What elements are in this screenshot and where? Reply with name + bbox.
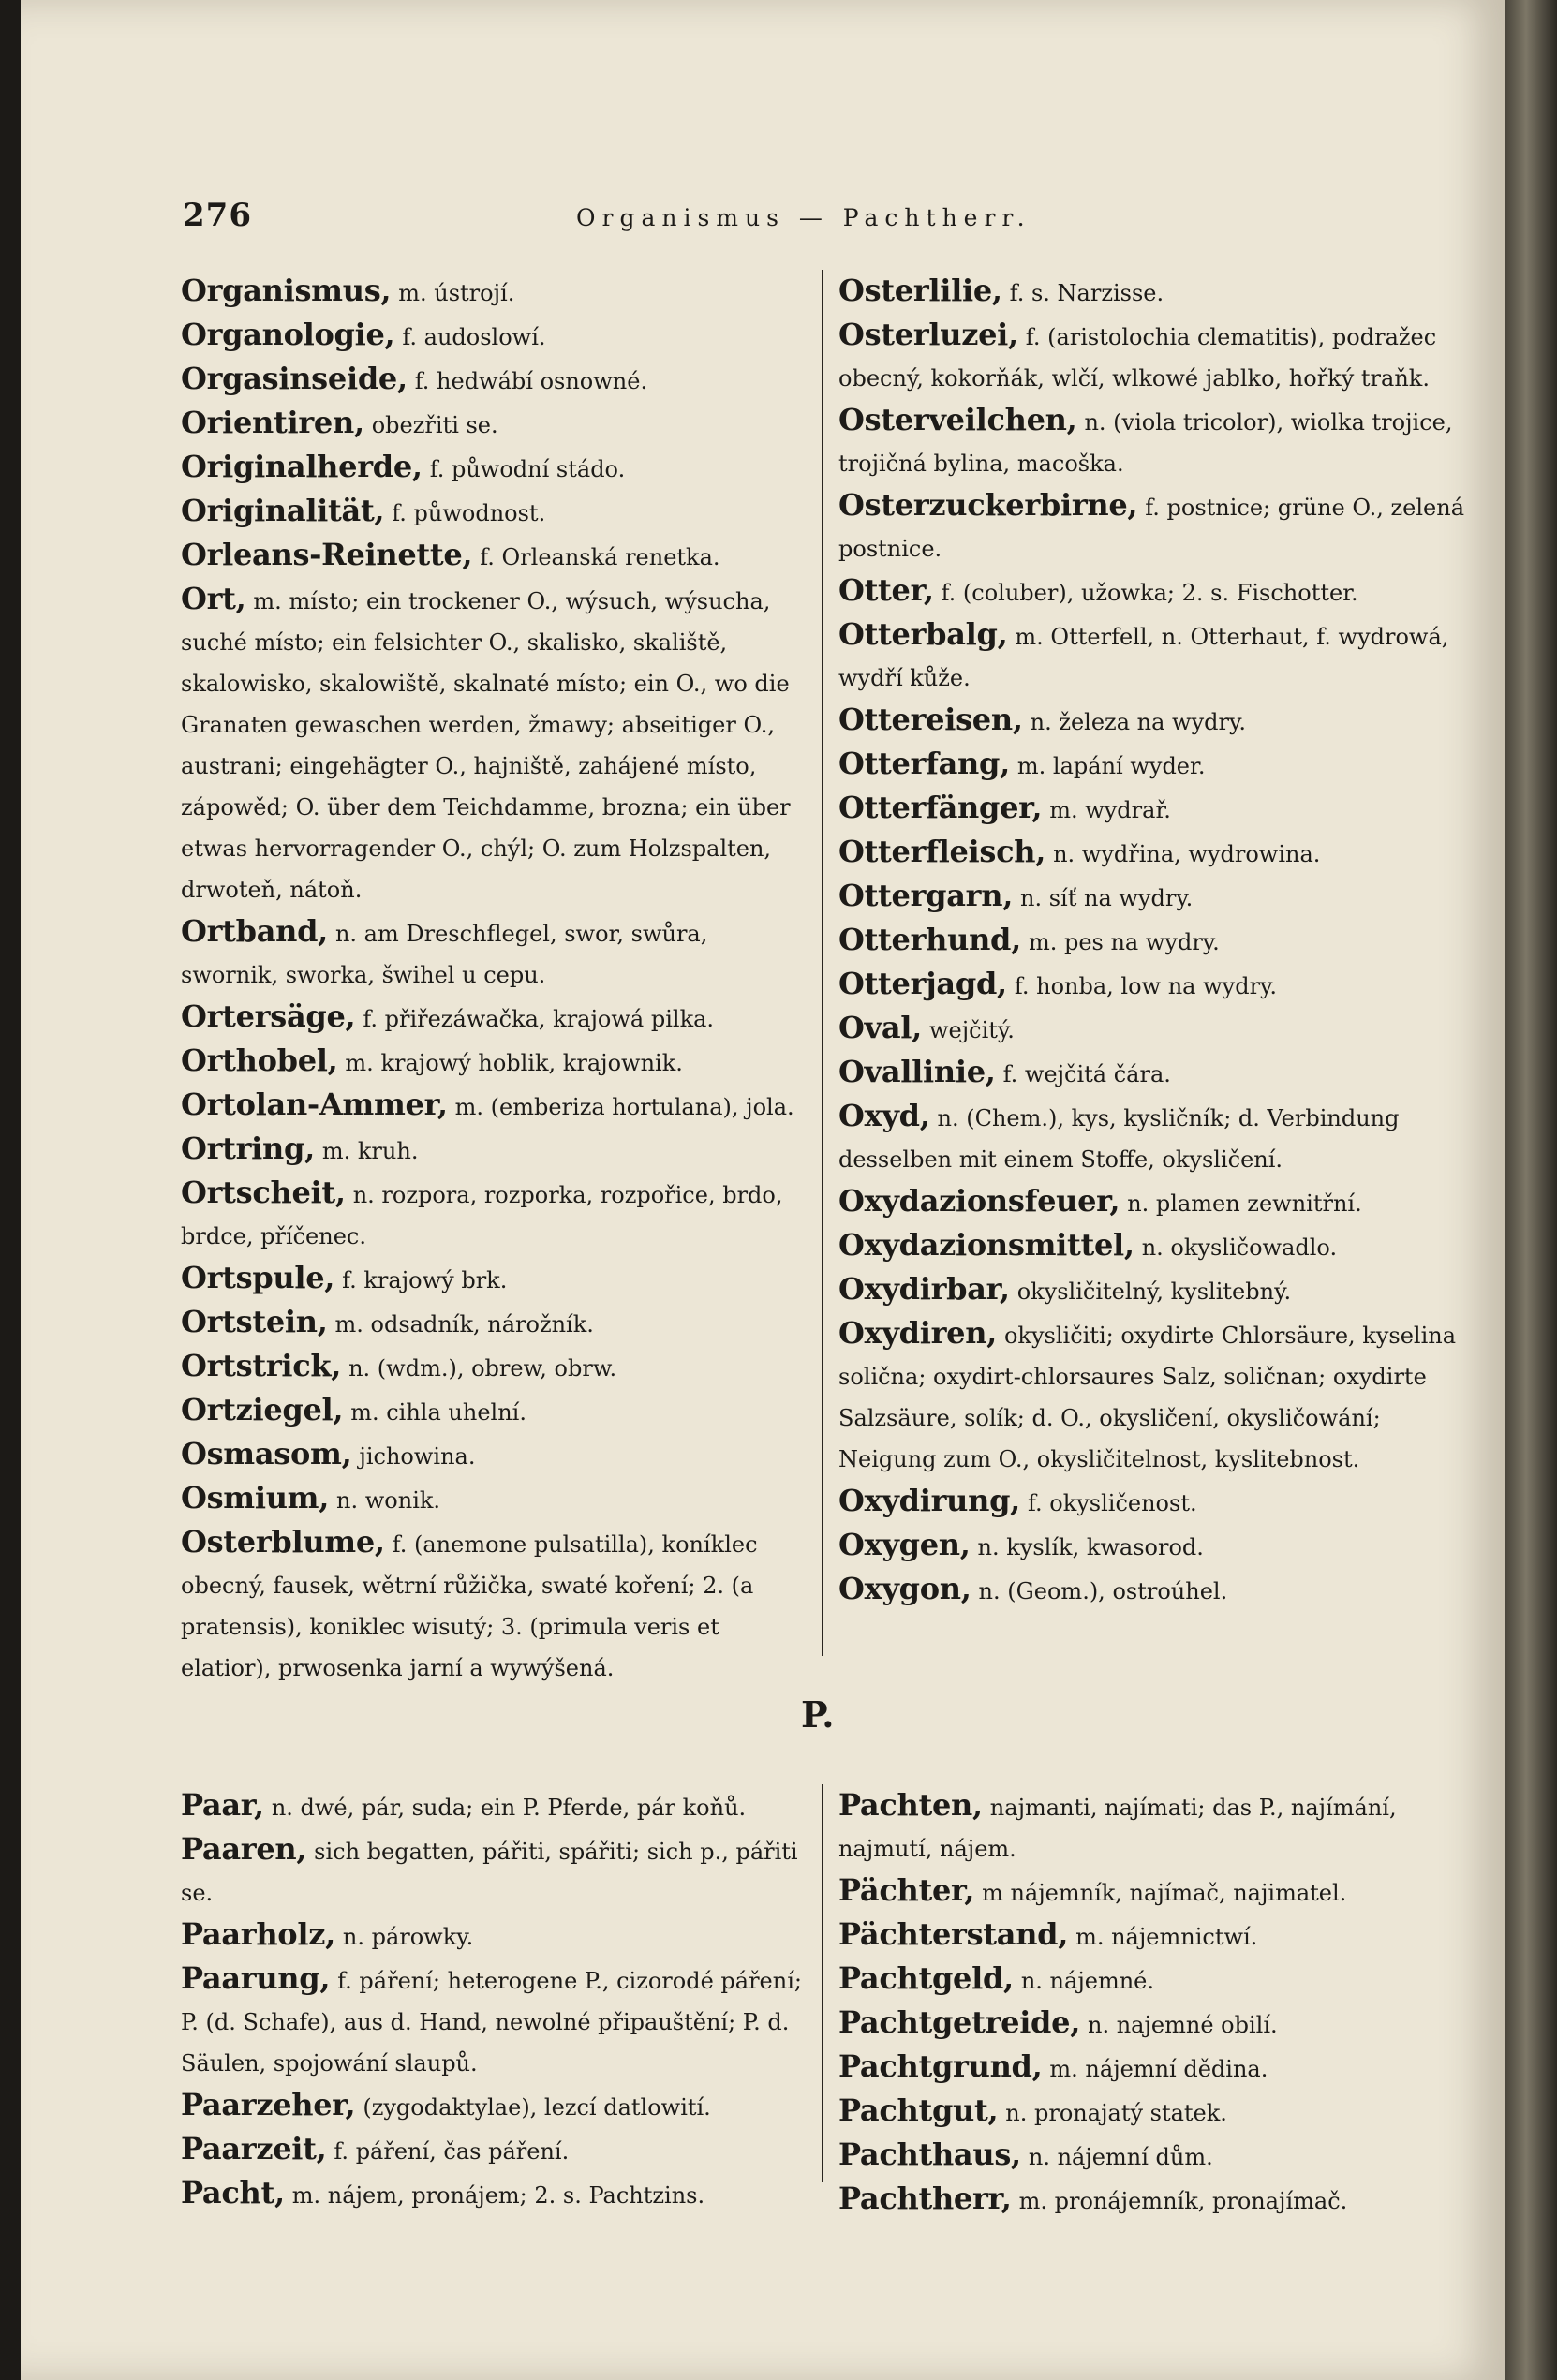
dictionary-entry	[838, 919, 1466, 963]
dictionary-entry	[838, 1224, 1466, 1268]
left-column-p	[181, 1784, 808, 2216]
page-edge	[1505, 0, 1557, 2380]
entry-headword: Ortstrick,	[181, 1348, 342, 1383]
dictionary-entry	[838, 1480, 1466, 1524]
dictionary-entry	[181, 2084, 808, 2128]
right-column-p	[838, 1784, 1466, 2222]
entry-headword: Ovallinie,	[838, 1054, 996, 1089]
entry-headword: Osterluzei,	[838, 317, 1018, 352]
dictionary-entry	[838, 1007, 1466, 1051]
dictionary-entry	[838, 613, 1466, 699]
entry-headword: Osterlilie,	[838, 273, 1002, 308]
entry-definition: f. půwodnost.	[392, 500, 546, 526]
dictionary-entry	[838, 270, 1466, 314]
entry-definition: f. krajowý brk.	[342, 1267, 508, 1293]
dictionary-entry	[181, 1828, 808, 1914]
entry-headword: Oxydirbar,	[838, 1271, 1010, 1307]
entry-headword: Orleans-Reinette,	[181, 537, 473, 572]
dictionary-entry	[181, 1257, 808, 1301]
entry-headword: Pachtgrund,	[838, 2048, 1043, 2084]
entry-headword: Pacht,	[181, 2175, 285, 2210]
dictionary-entry	[838, 787, 1466, 831]
entry-definition: m. cihla uhelní.	[350, 1399, 526, 1426]
entry-headword: Ortspule,	[181, 1260, 335, 1295]
entry-headword: Oxyd,	[838, 1098, 930, 1133]
entry-definition: n. dwé, pár, suda; ein P. Pferde, pár koňů.	[271, 1795, 747, 1821]
entry-definition: m. odsadník, nárožník.	[334, 1311, 594, 1338]
entry-definition: m nájemník, najímač, najimatel.	[982, 1880, 1347, 1906]
dictionary-entry	[838, 963, 1466, 1007]
entry-headword: Pächterstand,	[838, 1916, 1069, 1952]
dictionary-entry	[838, 1095, 1466, 1180]
entry-definition: n. wydřina, wydrowina.	[1053, 841, 1321, 867]
dictionary-entry	[838, 2046, 1466, 2090]
entry-definition: f. postnice; grüne O., zelená postnice.	[838, 495, 1464, 562]
dictionary-entry	[181, 578, 808, 910]
entry-definition: n. (viola tricolor), wiolka trojice, trojičná bylina, macoška.	[838, 409, 1453, 477]
entry-headword: Paaren,	[181, 1831, 307, 1867]
entry-definition: m. nájemnictwí.	[1075, 1924, 1258, 1950]
entry-headword: Ortscheit,	[181, 1175, 346, 1210]
entry-definition: f. okysličenost.	[1027, 1490, 1197, 1516]
entry-definition: n. kyslík, kwasorod.	[977, 1534, 1204, 1560]
entry-headword: Pachten,	[838, 1787, 983, 1823]
dictionary-entry	[181, 402, 808, 446]
dictionary-entry	[838, 1051, 1466, 1095]
entry-definition: n. (Chem.), kys, kysličník; d. Verbindung desselben mit einem Stoffe, okysličení.	[838, 1105, 1400, 1173]
entry-definition: wejčitý.	[928, 1017, 1015, 1043]
entry-headword: Oval,	[838, 1010, 923, 1045]
dictionary-entry	[838, 314, 1466, 399]
entry-definition: n. plamen zewnitřní.	[1127, 1190, 1362, 1217]
entry-definition: m. pronájemník, pronajímač.	[1018, 2188, 1348, 2214]
entry-headword: Ortring,	[181, 1131, 315, 1166]
entry-definition: f. páření, čas páření.	[334, 2138, 570, 2165]
dictionary-entry	[838, 1870, 1466, 1914]
entry-definition: m. nájem, pronájem; 2. s. Pachtzins.	[291, 2182, 705, 2209]
entry-headword: Paarzeher,	[181, 2087, 356, 2122]
page-number: 276	[183, 197, 252, 234]
dictionary-entry	[181, 2172, 808, 2216]
dictionary-entry	[838, 1958, 1466, 2002]
entry-headword: Originalität,	[181, 493, 385, 528]
entry-definition: f. audoslowí.	[402, 324, 546, 350]
left-column	[181, 270, 808, 1689]
dictionary-entry	[181, 996, 808, 1040]
entry-headword: Osterveilchen,	[838, 402, 1077, 437]
column-divider	[822, 270, 823, 1656]
entry-headword: Oxydazionsfeuer,	[838, 1183, 1120, 1219]
dictionary-entry	[181, 314, 808, 358]
entry-headword: Ort,	[181, 581, 246, 616]
dictionary-entry	[181, 1784, 808, 1828]
section-letter: P.	[801, 1693, 835, 1736]
entry-definition: m. wydrař.	[1049, 797, 1171, 823]
entry-headword: Osterblume,	[181, 1524, 385, 1560]
dictionary-entry	[181, 1477, 808, 1521]
dictionary-entry	[181, 1301, 808, 1345]
running-head: Organismus — Pachtherr.	[576, 204, 1031, 231]
entry-definition: n. najemné obilí.	[1088, 2012, 1278, 2038]
page-header	[183, 197, 1120, 244]
dictionary-entry	[838, 831, 1466, 875]
dictionary-entry	[181, 1040, 808, 1084]
dictionary-entry	[181, 534, 808, 578]
dictionary-entry	[838, 1568, 1466, 1612]
entry-definition: (zygodaktylae), lezcí datlowití.	[363, 2094, 711, 2121]
dictionary-entry	[181, 2128, 808, 2172]
entry-definition: n. pronajatý statek.	[1005, 2100, 1227, 2126]
entry-headword: Orgasinseide,	[181, 361, 408, 396]
entry-definition: n. wonik.	[336, 1487, 441, 1514]
dictionary-entry	[181, 1914, 808, 1958]
dictionary-entry	[181, 270, 808, 314]
entry-definition: n. okysličowadlo.	[1141, 1234, 1338, 1261]
entry-headword: Otterbalg,	[838, 616, 1008, 652]
entry-definition: n. rozpora, rozporka, rozpořice, brdo, brdce, příčenec.	[181, 1182, 783, 1249]
entry-definition: m. pes na wydry.	[1028, 929, 1220, 955]
dictionary-entry	[181, 910, 808, 996]
dictionary-entry	[181, 1433, 808, 1477]
entry-headword: Orthobel,	[181, 1042, 338, 1078]
dictionary-entry	[181, 1521, 808, 1689]
entry-definition: f. (aristolochia clematitis), podražec obecný, kokorňák, wlčí, wlkowé jablko, hořký traňk.	[838, 324, 1437, 392]
dictionary-entry	[838, 1268, 1466, 1312]
entry-definition: sich begatten, pářiti, spářiti; sich p., pářiti se.	[181, 1839, 798, 1906]
entry-headword: Pachtherr,	[838, 2180, 1012, 2216]
entry-headword: Ortersäge,	[181, 998, 356, 1034]
entry-definition: f. půwodní stádo.	[429, 456, 626, 482]
entry-definition: okysličiti; oxydirte Chlorsäure, kyselina solična; oxydirt-chlorsaures Salz, soličnan; oxydirte Salzsäure, solík; d. O., okysličení, okysličowání; Neigung zum O., okysličitelnost, kyslitebnost.	[838, 1323, 1457, 1472]
dictionary-entry	[181, 1345, 808, 1389]
entry-definition: n. nájemné.	[1020, 1968, 1155, 1994]
entry-headword: Oxydiren,	[838, 1315, 998, 1351]
entry-definition: f. s. Narzisse.	[1009, 280, 1164, 306]
entry-headword: Orientiren,	[181, 405, 364, 440]
entry-headword: Ortband,	[181, 913, 329, 949]
entry-definition: f. (anemone pulsatilla), koníklec obecný, fausek, wětrní růžička, swaté koření; 2. (a pratensis), koniklec wisutý; 3. (primula veris et elatior), prwosenka jarní a wywýšená.	[181, 1531, 758, 1681]
entry-definition: okysličitelný, kyslitebný.	[1016, 1279, 1292, 1305]
entry-definition: n. nájemní dům.	[1028, 2144, 1213, 2170]
dictionary-entry	[838, 1524, 1466, 1568]
right-column	[838, 270, 1466, 1612]
entry-headword: Otterfleisch,	[838, 834, 1046, 869]
entry-definition: m. Otterfell, n. Otterhaut, f. wydrowá, wydří kůže.	[838, 624, 1449, 691]
entry-definition: f. wejčitá čára.	[1002, 1061, 1171, 1087]
entry-headword: Pachtgut,	[838, 2092, 999, 2128]
entry-headword: Paarung,	[181, 1960, 331, 1996]
entry-definition: m. lapání wyder.	[1016, 753, 1206, 779]
entry-definition: m. místo; ein trockener O., wýsuch, wýsucha, suché místo; ein felsichter O., skalisko, skaliště, skalowisko, skalowiště, skalnaté místo; ein O., wo die Granaten gewaschen werden, žmawy; abseitiger O., austrani; eingehägter O., hajniště, zahájené místo, zápowěd; O. über dem Teichdamme, brozna; ein über etwas hervorragender O., chýl; O. zum Holzspalten, drwoteň, nátoň.	[181, 588, 791, 903]
entry-headword: Oxygen,	[838, 1527, 971, 1562]
entry-headword: Oxydirung,	[838, 1483, 1020, 1518]
entry-definition: f. (coluber), užowka; 2. s. Fischotter.	[941, 580, 1358, 606]
dictionary-entry	[181, 490, 808, 534]
entry-headword: Otterfang,	[838, 746, 1010, 781]
entry-definition: m. nájemní dědina.	[1049, 2056, 1268, 2082]
entry-definition: f. hedwábí osnowné.	[414, 368, 648, 394]
dictionary-entry	[838, 743, 1466, 787]
column-divider-p	[822, 1784, 823, 2182]
dictionary-entry	[838, 1784, 1466, 1870]
entry-headword: Pachthaus,	[838, 2136, 1021, 2172]
entry-headword: Paarzeit,	[181, 2131, 327, 2166]
entry-headword: Pächter,	[838, 1872, 975, 1908]
entry-headword: Otterjagd,	[838, 966, 1007, 1001]
entry-headword: Pachtgeld,	[838, 1960, 1014, 1996]
entry-definition: f. páření; heterogene P., cizorodé páření; P. (d. Schafe), aus d. Hand, newolné připauštění; P. d. Säulen, spojowání slaupů.	[181, 1968, 802, 2077]
dictionary-entry	[181, 446, 808, 490]
dictionary-entry	[838, 699, 1466, 743]
dictionary-entry	[181, 1084, 808, 1128]
dictionary-entry	[838, 569, 1466, 613]
entry-definition: m. (emberiza hortulana), jola.	[454, 1094, 794, 1120]
dictionary-entry	[838, 2090, 1466, 2134]
entry-headword: Ortziegel,	[181, 1392, 344, 1427]
entry-definition: n. párowky.	[342, 1924, 474, 1950]
entry-definition: jichowina.	[359, 1443, 476, 1470]
dictionary-entry	[838, 1180, 1466, 1224]
entry-headword: Ortolan-Ammer,	[181, 1087, 448, 1122]
entry-headword: Ottereisen,	[838, 702, 1023, 737]
entry-headword: Osterzuckerbirne,	[838, 487, 1138, 523]
entry-definition: f. Orleanská renetka.	[480, 544, 720, 570]
entry-headword: Oxygon,	[838, 1571, 971, 1606]
entry-definition: m. krajowý hoblik, krajownik.	[345, 1050, 683, 1076]
entry-headword: Ortstein,	[181, 1304, 328, 1339]
dictionary-entry	[838, 875, 1466, 919]
entry-definition: m. kruh.	[321, 1138, 419, 1164]
entry-headword: Organologie,	[181, 317, 395, 352]
dictionary-entry	[181, 1958, 808, 2084]
entry-headword: Paarholz,	[181, 1916, 335, 1952]
entry-definition: n. (Geom.), ostroúhel.	[978, 1578, 1228, 1604]
entry-headword: Pachtgetreide,	[838, 2004, 1081, 2040]
entry-definition: n. (wdm.), obrew, obrw.	[348, 1355, 617, 1382]
entry-definition: n. železa na wydry.	[1030, 709, 1246, 735]
entry-headword: Osmasom,	[181, 1436, 352, 1471]
dictionary-entry	[181, 358, 808, 402]
entry-definition: obezřiti se.	[371, 412, 498, 438]
dictionary-entry	[181, 1128, 808, 1172]
entry-headword: Otter,	[838, 572, 934, 608]
dictionary-entry	[838, 1312, 1466, 1480]
entry-headword: Organismus,	[181, 273, 392, 308]
entry-definition: najmanti, najímati; das P., najímání, najmutí, nájem.	[838, 1795, 1397, 1862]
entry-definition: m. ústrojí.	[398, 280, 515, 306]
entry-definition: n. síť na wydry.	[1020, 885, 1194, 911]
dictionary-entry	[838, 2002, 1466, 2046]
entry-headword: Otterfänger,	[838, 790, 1043, 825]
entry-headword: Ottergarn,	[838, 878, 1014, 913]
entry-headword: Originalherde,	[181, 449, 423, 484]
dictionary-entry	[838, 2134, 1466, 2178]
entry-definition: f. přiřezáwačka, krajowá pilka.	[363, 1006, 715, 1032]
entry-definition: f. honba, low na wydry.	[1014, 973, 1278, 999]
dictionary-entry	[838, 1914, 1466, 1958]
entry-headword: Oxydazionsmittel,	[838, 1227, 1134, 1263]
dictionary-entry	[181, 1389, 808, 1433]
entry-headword: Osmium,	[181, 1480, 330, 1515]
dictionary-entry	[838, 484, 1466, 569]
entry-headword: Paar,	[181, 1787, 264, 1823]
dictionary-entry	[181, 1172, 808, 1257]
entry-headword: Otterhund,	[838, 922, 1021, 957]
entry-definition: n. am Dreschflegel, swor, swůra, swornik, sworka, šwihel u cepu.	[181, 921, 708, 988]
dictionary-entry	[838, 399, 1466, 484]
dictionary-entry	[838, 2178, 1466, 2222]
